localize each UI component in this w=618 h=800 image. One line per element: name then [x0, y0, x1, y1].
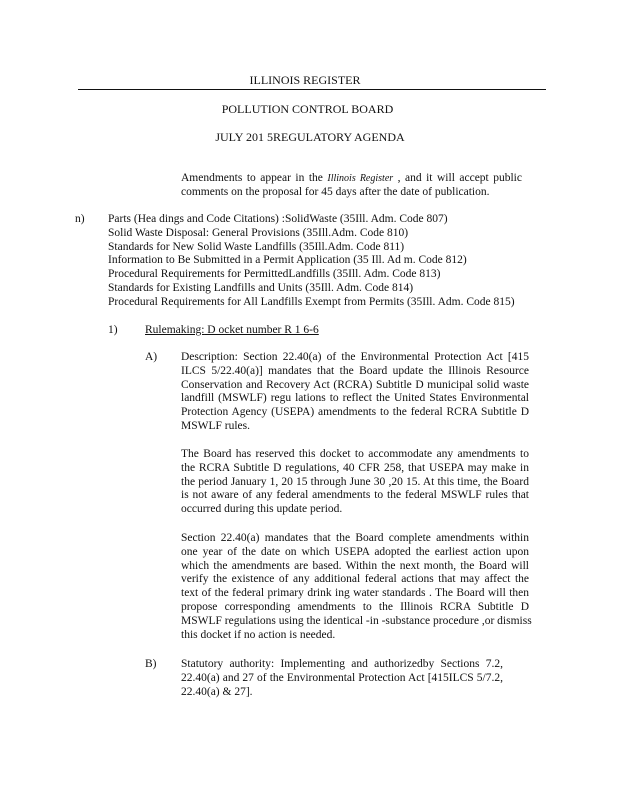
- item-a-label: A): [145, 351, 158, 363]
- description-line: MSWLF rules.: [181, 419, 250, 432]
- reserved-line: occurred during this update period.: [181, 503, 343, 516]
- description-line: ILCS 5/22.40(a)] mandates that the Board update the Illinois Resource: [181, 364, 529, 377]
- mandate-line: this docket if no action is needed.: [181, 628, 336, 641]
- statutory-authority-paragraph: [181, 658, 503, 699]
- intro-line-1-start: Amendments to appear in the: [181, 172, 328, 184]
- parts-line: Solid Waste Disposal: General Provisions (35Ill.Adm. Code 810): [108, 226, 409, 239]
- description-line: Description: Section 22.40(a) of the Environmental Protection Act [415: [181, 351, 529, 363]
- description-paragraph: [181, 351, 529, 434]
- authority-line: Statutory authority: Implementing and authorizedby Sections 7.2,: [181, 658, 503, 670]
- reserved-line: the period January 1, 20 15 through June 30 ,20 15. At this time, the Board: [181, 475, 529, 488]
- mandate-line: MSWLF regulations using the identical -in -substance procedure ,or dismiss: [181, 614, 532, 627]
- mandate-line: which the amendments are based. Within the next month, the Board will: [181, 559, 529, 572]
- parts-line: Information to Be Submitted in a Permit Application (35 Ill. Ad m. Code 812): [108, 254, 467, 267]
- mandate-line: Section 22.40(a) mandates that the Board complete amendments within: [181, 532, 529, 544]
- authority-line: 22.40(a) and 27 of the Environmental Protection Act [415ILCS 5/7.2,: [181, 671, 503, 684]
- parts-line: Parts (Hea dings and Code Citations) :SolidWaste (35Ill. Adm. Code 807): [108, 213, 448, 225]
- item-1-label: 1): [108, 324, 118, 336]
- intro-line-1-end: , and it will accept public: [393, 172, 522, 184]
- description-line: Conservation and Recovery Act (RCRA) Subtitle D municipal solid waste: [181, 378, 529, 391]
- description-line: landfill (MSWLF) regu lations to reflect the United States Environmental: [181, 392, 529, 405]
- header-rule: [78, 89, 546, 90]
- mandate-line: verify the existence of any additional federal actions that may affect the: [181, 573, 529, 586]
- intro-paragraph: [181, 172, 522, 200]
- register-title: ILLINOIS REGISTER: [249, 73, 361, 87]
- rulemaking-heading: [145, 324, 319, 336]
- intro-line-1: [181, 172, 522, 186]
- board-title: POLLUTION CONTROL BOARD: [221, 102, 394, 116]
- reserved-docket-paragraph: [181, 448, 529, 517]
- agenda-title: JULY 201 5REGULATORY AGENDA: [215, 130, 405, 144]
- authority-line: 22.40(a) & 27].: [181, 685, 253, 698]
- intro-italic-register: Illinois Register: [327, 173, 394, 184]
- reserved-line: The Board has reserved this docket to accommodate any amendments to: [181, 448, 529, 460]
- docket-number: D ocket number R 1 6-6: [204, 324, 319, 336]
- mandate-line: text of the federal primary drink ing water standards . The Board will then: [181, 587, 529, 600]
- reserved-line: the RCRA Subtitle D regulations, 40 CFR 258, that USEPA may make in: [181, 461, 529, 474]
- reserved-line: is not aware of any federal amendments to the federal MSWLF rules that: [181, 489, 529, 502]
- mandate-paragraph: [181, 532, 532, 642]
- mandate-line: propose corresponding amendments to the Illinois RCRA Subtitle D: [181, 600, 529, 613]
- parts-line: Procedural Requirements for PermittedLandfills (35Ill. Adm. Code 813): [108, 268, 441, 281]
- section-n-parts: [108, 213, 546, 310]
- mandate-line: one year of the date on which USEPA adopted the earliest action upon: [181, 545, 529, 558]
- parts-line: Procedural Requirements for All Landfills Exempt from Permits (35Ill. Adm. Code 815): [108, 295, 515, 308]
- intro-line-2: comments on the proposal for 45 days after the date of publication.: [181, 185, 490, 198]
- description-line: Protection Agency (USEPA) amendments to the federal RCRA Subtitle D: [181, 406, 529, 419]
- section-n-label: n): [75, 213, 85, 225]
- parts-line: Standards for New Solid Waste Landfills (35Ill.Adm. Code 811): [108, 240, 405, 253]
- item-b-label: B): [145, 658, 157, 670]
- rulemaking-label: Rulemaking:: [145, 324, 205, 336]
- parts-line: Standards for Existing Landfills and Units (35Ill. Adm. Code 814): [108, 281, 414, 294]
